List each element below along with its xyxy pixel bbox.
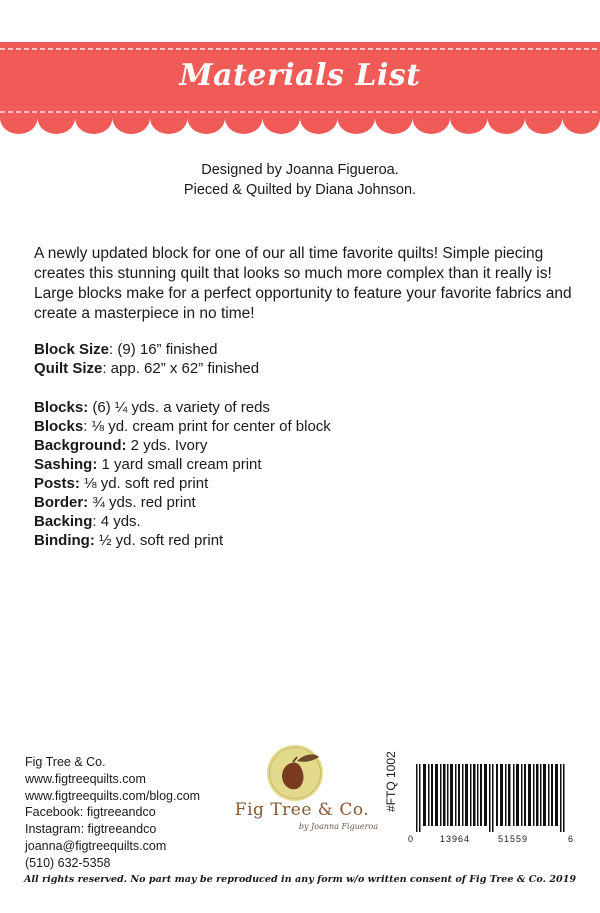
phone-number: (510) 632-5358 — [25, 855, 111, 870]
materials-list — [34, 398, 331, 550]
barcode-digit-right: 6 — [568, 834, 574, 844]
brand-wordmark: Fig Tree & Co. — [234, 800, 370, 820]
material-value: (6) ¼ yds. a variety of reds — [88, 399, 270, 416]
barcode-digit-left: 0 — [408, 834, 414, 844]
size-label: Quilt Size — [34, 360, 103, 377]
material-label: Posts: — [34, 475, 80, 492]
material-value: : 4 yds. — [92, 513, 141, 530]
material-label: Blocks — [34, 418, 84, 435]
size-value: : app. 62” x 62” finished — [102, 360, 260, 377]
material-label: Backing — [34, 513, 93, 530]
barcode-group-2: 51559 — [498, 834, 529, 844]
page-title: Materials List — [179, 58, 421, 93]
material-row — [34, 493, 331, 512]
email-link[interactable]: joanna@figtreequilts.com — [25, 838, 167, 853]
material-label: Background: — [34, 437, 127, 454]
fig-logo-icon — [220, 742, 370, 852]
barcode-bars-icon — [416, 764, 572, 834]
company-name: Fig Tree & Co. — [25, 755, 106, 769]
size-list — [34, 340, 259, 378]
material-label: Blocks: — [34, 399, 89, 416]
contact-info — [25, 754, 200, 872]
material-label: Binding: — [34, 532, 95, 549]
credits — [0, 160, 600, 200]
material-row — [34, 531, 331, 550]
copyright-footer: All rights reserved. No part may be reproduced in any form w/o written consent of Fig Tree & Co. 2019 — [23, 874, 577, 885]
material-value: 2 yds. Ivory — [126, 437, 208, 454]
material-row — [34, 474, 331, 493]
material-value: 1 yard small cream print — [97, 456, 262, 473]
size-row — [34, 340, 259, 359]
material-value: ½ yd. soft red print — [94, 532, 224, 549]
material-label: Sashing: — [34, 456, 98, 473]
material-value: : ⅛ yd. cream print for center of block — [83, 418, 331, 435]
website-link[interactable]: www.figtreequilts.com — [25, 771, 146, 786]
barcode-group-1: 13964 — [440, 834, 471, 844]
instagram-handle: Instagram: figtreeandco — [25, 822, 157, 837]
blog-link[interactable]: www.figtreequilts.com/blog.com — [25, 788, 201, 803]
designer-credit: Designed by Joanna Figueroa. — [201, 162, 399, 178]
material-row — [34, 398, 331, 417]
size-row — [34, 359, 259, 378]
material-row — [34, 436, 331, 455]
material-row — [34, 512, 331, 531]
brand-byline: by Joanna Figueroa — [298, 822, 378, 831]
facebook-handle: Facebook: figtreeandco — [25, 805, 156, 820]
material-row — [34, 455, 331, 474]
barcode — [408, 764, 578, 848]
quilter-credit: Pieced & Quilted by Diana Johnson. — [183, 182, 417, 198]
material-value: ⅛ yd. soft red print — [79, 475, 209, 492]
material-value: ¾ yds. red print — [88, 494, 196, 511]
material-row — [34, 417, 331, 436]
intro-paragraph: A newly updated block for one of our all time favorite quilts! Simple piecing creates this stunning quilt that looks so much more complex than it really is! Large blocks make for a perfect opportunity to feature your favorite fabrics and create a masterpiece in no time! — [34, 245, 572, 322]
product-sku: #FTQ 1002 — [384, 751, 398, 812]
size-value: : (9) 16” finished — [109, 341, 218, 358]
header-banner — [0, 42, 600, 142]
size-label: Block Size — [34, 341, 110, 358]
material-label: Border: — [34, 494, 89, 511]
